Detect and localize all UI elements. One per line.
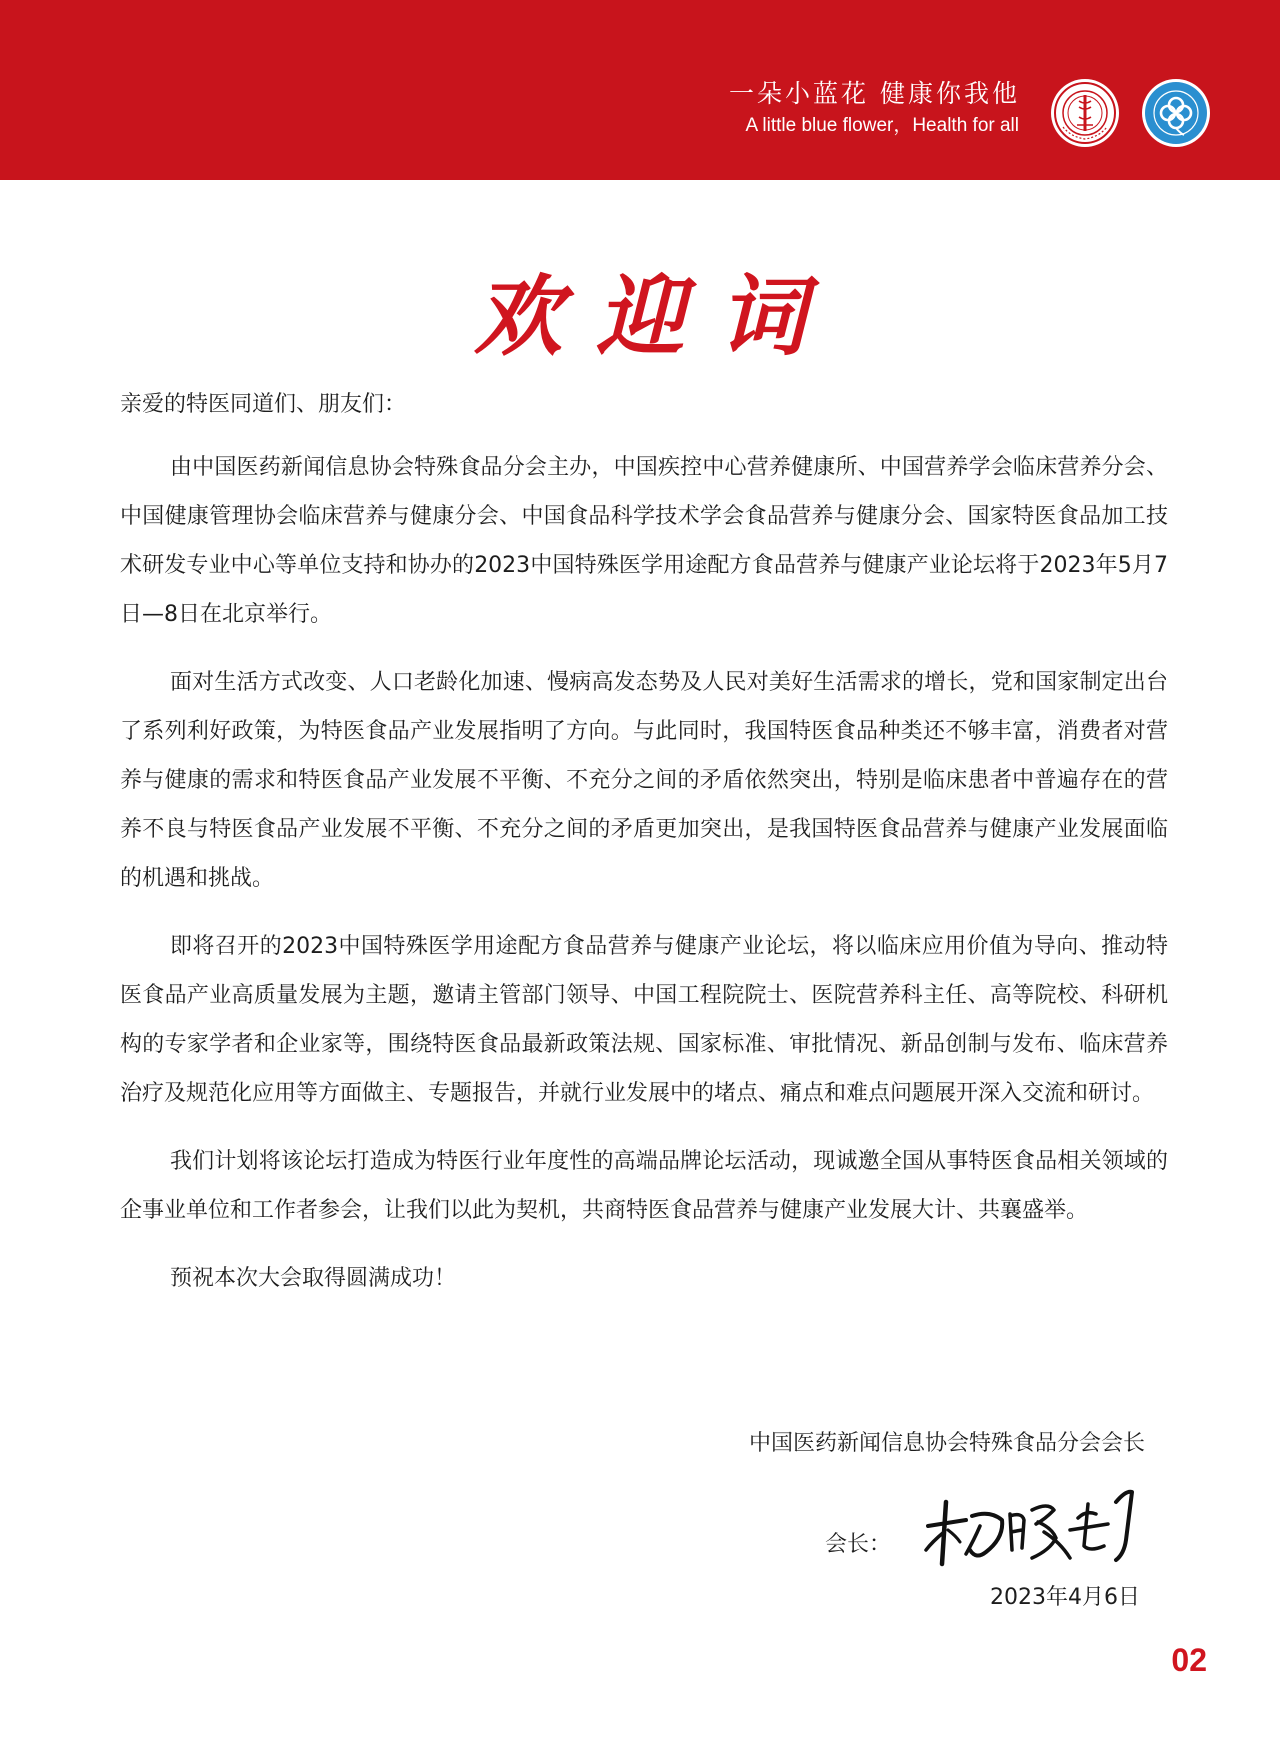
association-seal-icon [1049, 77, 1121, 149]
salutation: 亲爱的特医同道们、朋友们： [120, 392, 407, 417]
handwritten-signature [920, 1480, 1150, 1570]
letter-body [120, 380, 1168, 1303]
slogan-english: A little blue flower，Health for all [745, 115, 1019, 136]
paragraph: 由中国医药新闻信息协会特殊食品分会主办，中国疾控中心营养健康所、中国营养学会临床营养分会、中国健康管理协会临床营养与健康分会、中国食品科学技术学会食品营养与健康分会、国家特医食品加工技术研发专业中心等单位支持和协办的2023中国特殊医学用途配方食品营养与健康产业论坛将于2023年5月7日—8日在北京举行。 [120, 455, 1168, 627]
slogan-chinese: 一朵小蓝花 健康你我他 [729, 79, 1020, 108]
blue-flower-icon [1140, 77, 1212, 149]
signoff-date: 2023年4月6日 [990, 1585, 1140, 1610]
page-title: 欢迎词 [473, 264, 840, 368]
paragraph: 即将召开的2023中国特殊医学用途配方食品营养与健康产业论坛，将以临床应用价值为导向、推动特医食品产业高质量发展为主题，邀请主管部门领导、中国工程院院士、医院营养科主任、高等院校、科研机构的专家学者和企业家等，围绕特医食品最新政策法规、国家标准、审批情况、新品创制与发布、临床营养治疗及规范化应用等方面做主、专题报告，并就行业发展中的堵点、痛点和难点问题展开深入交流和研讨。 [120, 934, 1168, 1106]
association-seal-logo [1049, 77, 1121, 149]
header-banner [0, 0, 1280, 180]
signoff-organization: 中国医药新闻信息协会特殊食品分会会长 [748, 1431, 1145, 1456]
page-number: 02 [1171, 1642, 1207, 1678]
signature-block [825, 1480, 1155, 1570]
paragraph: 我们计划将该论坛打造成为特医行业年度性的高端品牌论坛活动，现诚邀全国从事特医食品相关领域的企事业单位和工作者参会，让我们以此为契机，共商特医食品营养与健康产业发展大计、共襄盛举。 [120, 1149, 1168, 1223]
paragraph: 面对生活方式改变、人口老龄化加速、慢病高发态势及人民对美好生活需求的增长，党和国家制定出台了系列利好政策，为特医食品产业发展指明了方向。与此同时，我国特医食品种类还不够丰富，消费者对营养与健康的需求和特医食品产业发展不平衡、不充分之间的矛盾依然突出，特别是临床患者中普遍存在的营养不良与特医食品产业发展不平衡、不充分之间的矛盾更加突出，是我国特医食品营养与健康产业发展面临的机遇和挑战。 [120, 670, 1168, 891]
closing-wish: 预祝本次大会取得圆满成功！ [170, 1266, 457, 1291]
signature-role-label: 会长： [825, 1532, 892, 1557]
blue-flower-logo [1140, 77, 1212, 149]
